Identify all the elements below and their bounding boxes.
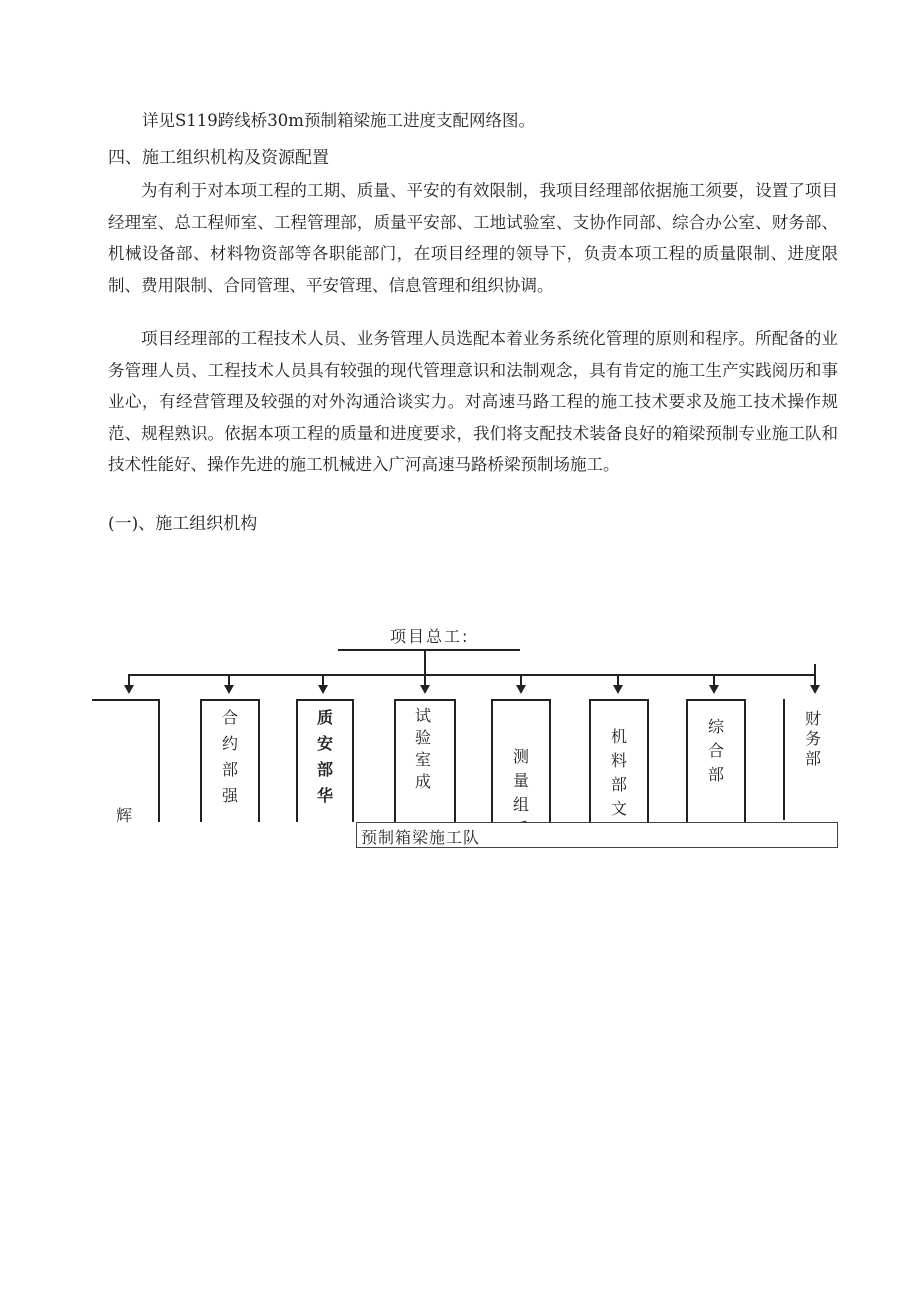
- reference-line: 详见S119跨线桥30m预制箱梁施工进度支配网络图。: [142, 111, 535, 130]
- team-label: 预制箱梁施工队: [361, 828, 481, 847]
- dept-box-contract: [200, 699, 260, 822]
- top-connector: [424, 651, 426, 675]
- arrow-down-icon: [709, 685, 719, 694]
- arrow-down-icon: [124, 685, 134, 694]
- paragraph-1: 为有利于对本项工程的工期、质量、平安的有效限制，我项目经理部依据施工须要，设置了项目经理室、总工程师室、工程管理部，质量平安部、工地试验室、支协作同部、综合办公室、财务部、机械设备部、材料物资部等各职能部门，在项目经理的领导下，负责本项工程的质量限制、进度限制、费用限制、合同管理、平安管理、信息管理和组织协调。: [108, 181, 838, 295]
- dept-label: 综合部: [707, 717, 724, 784]
- dept-box-machinery: [589, 699, 649, 822]
- section-heading: 四、施工组织机构及资源配置: [108, 148, 329, 168]
- dept-box-general-office: [686, 699, 746, 822]
- dept-box-test-lab: [394, 699, 456, 822]
- dept-label: 辉: [115, 806, 132, 825]
- arrow-down-icon: [420, 685, 430, 694]
- dept-box-finance: [783, 699, 841, 820]
- arrow-down-icon: [318, 685, 328, 694]
- dept-box-survey: [491, 699, 551, 822]
- dept-label: 合约部强: [221, 708, 238, 805]
- arrow-down-icon: [516, 685, 526, 694]
- dept-label: 测量组: [512, 747, 529, 814]
- dept-label: 财务部: [804, 709, 821, 768]
- dept-label: 机料部文: [610, 727, 627, 818]
- arrow-down-icon: [810, 685, 820, 694]
- arrow-down-icon: [613, 685, 623, 694]
- team-bar: [356, 822, 838, 848]
- arrow-down-icon: [224, 685, 234, 694]
- dept-box-quality-safety: [296, 699, 354, 822]
- sub-heading: (一)、施工组织机构: [108, 514, 258, 534]
- chart-top-label: 项目总工:: [390, 627, 470, 646]
- paragraph-2: 项目经理部的工程技术人员、业务管理人员选配本着业务系统化管理的原则和程序。所配备的业务管理人员、工程技术人员具有较强的现代管理意识和法制观念，具有肯定的施工生产实践阅历和事业心，有经营管理及较强的对外沟通洽谈实力。对高速马路工程的施工技术要求及施工技术操作规范、规程熟识。依据本项工程的质量和进度要求，我们将支配技术装备良好的箱梁预制专业施工队和技术性能好、操作先进的施工机械进入广河高速马路桥梁预制场施工。: [108, 329, 838, 474]
- dept-label: 质安部华: [316, 708, 333, 805]
- dept-label: 试验室成: [414, 706, 431, 791]
- dept-box-1: [92, 699, 160, 825]
- top-label-underline: [338, 649, 520, 651]
